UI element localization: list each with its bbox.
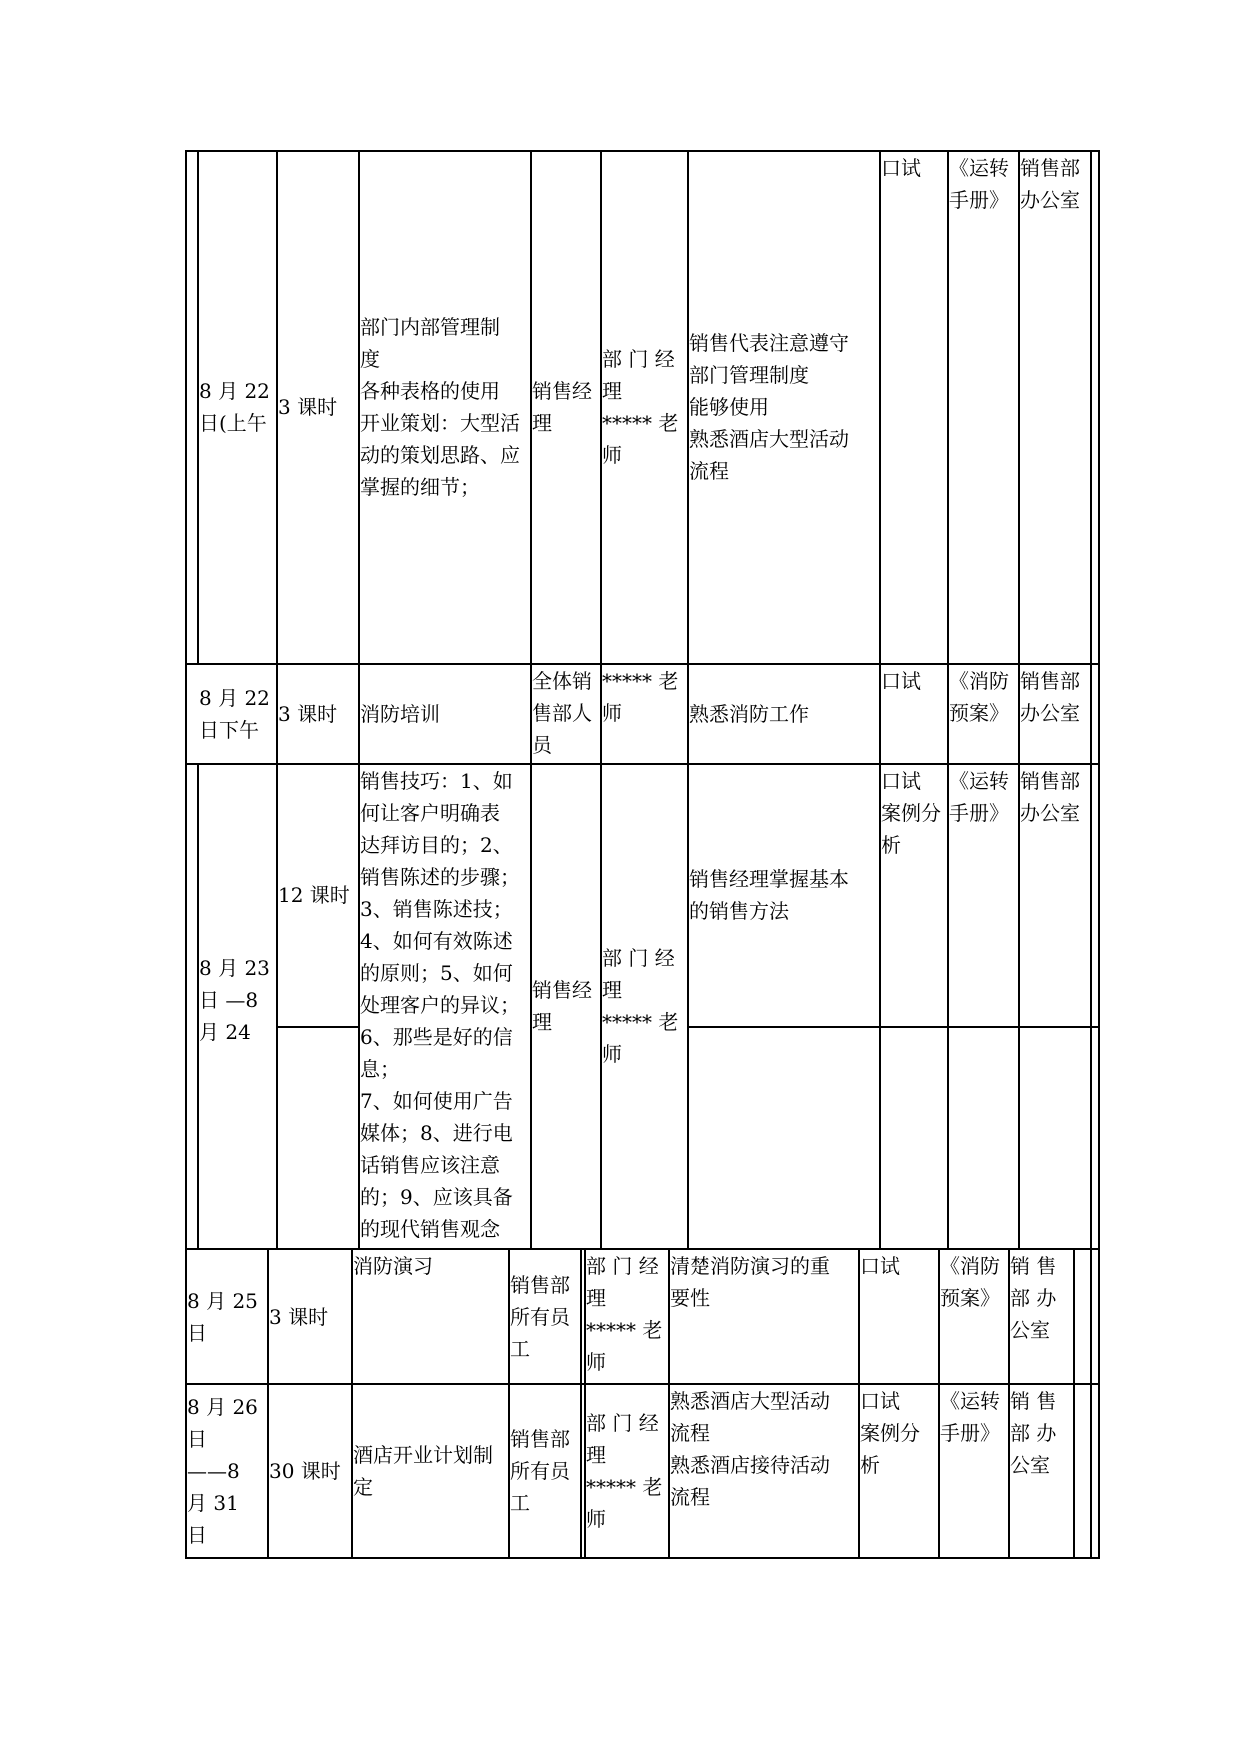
assessment-cell: 口试 案例分 析 xyxy=(860,1389,920,1477)
goal-cell: 销售代表注意遵守 部门管理制度 能够使用 熟悉酒店大型活动 流程 xyxy=(689,331,849,483)
content-cell: 销售技巧：1、如 何让客户明确表 达拜访目的；2、 销售陈述的步骤； 3、销售陈述技； 4、如何有效陈述 的原则；5、如何 处理客户的异议； 6、那些是好的信 息； 7、如何使用广告 媒体；8、进行电 话销售应该注意 的；9、应该具备 的现代销售观念 xyxy=(360,769,520,1241)
trainees-cell: 销售经 理 xyxy=(532,379,592,435)
column-divider xyxy=(1090,1248,1092,1558)
goal-cell-wrap xyxy=(687,764,879,1026)
table-row xyxy=(185,1385,267,1557)
location-cell: 销售部 办公室 xyxy=(1020,769,1080,825)
assessment-cell: 口试 xyxy=(860,1254,900,1278)
material-cell: 《运转 手册》 xyxy=(949,769,1009,825)
trainer-cell-wrap xyxy=(600,764,687,1248)
table-border-bottom xyxy=(185,1557,1100,1559)
trainer-cell: 部 门 经 理 ***** 老 师 xyxy=(586,1254,663,1374)
date-cell: 8 月 23 日 —8 月 24 xyxy=(199,956,270,1044)
content-cell-wrap xyxy=(358,151,530,663)
material-cell: 《运转 手册》 xyxy=(940,1389,1000,1445)
trainees-cell: 销售部 所有员 工 xyxy=(510,1427,570,1515)
hours-cell-wrap xyxy=(276,764,358,1026)
hours-cell: 3 课时 xyxy=(278,701,338,726)
hours-cell-wrap xyxy=(267,1250,351,1383)
table-border-right xyxy=(1098,1248,1100,1558)
trainees-cell: 销售经 理 xyxy=(532,978,592,1034)
assessment-cell: 口试 xyxy=(881,156,921,180)
goal-cell: 熟悉消防工作 xyxy=(689,701,809,726)
material-cell: 《消防 预案》 xyxy=(940,1254,1000,1310)
location-cell: 销 售 部 办 公室 xyxy=(1010,1254,1057,1342)
goal-cell-wrap xyxy=(687,664,879,763)
trainees-cell: 全体销 售部人 员 xyxy=(532,669,592,757)
table-row xyxy=(197,151,276,663)
hours-cell: 12 课时 xyxy=(278,883,350,907)
table-border-right xyxy=(1098,150,1100,1248)
hours-cell: 30 课时 xyxy=(269,1459,341,1483)
trainer-cell: 部 门 经 理 ***** 老 师 xyxy=(602,946,679,1066)
date-cell: 8 月 22 日下午 xyxy=(199,685,270,742)
row-divider xyxy=(687,1026,1100,1028)
trainer-cell-wrap xyxy=(584,1385,668,1557)
goal-cell: 销售经理掌握基本 的销售方法 xyxy=(689,867,849,923)
assessment-cell: 口试 案例分 析 xyxy=(881,769,941,857)
trainer-cell: 部 门 经 理 ***** 老 师 xyxy=(602,347,679,467)
table-row xyxy=(185,1250,267,1383)
date-cell: 8 月 22 日(上午 xyxy=(199,379,270,435)
date-cell: 8 月 26 日 ——8 月 31 日 xyxy=(187,1395,258,1547)
hours-cell-wrap xyxy=(276,151,358,663)
goal-cell: 清楚消防演习的重 要性 xyxy=(670,1254,830,1310)
goal-cell: 熟悉酒店大型活动 流程 熟悉酒店接待活动 流程 xyxy=(670,1389,830,1509)
trainees-cell-wrap xyxy=(508,1250,580,1383)
location-cell: 销 售 部 办 公室 xyxy=(1010,1389,1057,1477)
goal-cell-wrap xyxy=(687,151,879,663)
column-divider xyxy=(580,1248,582,1558)
hours-cell: 3 课时 xyxy=(278,395,338,419)
trainees-cell: 销售部 所有员 工 xyxy=(510,1272,570,1361)
table-row xyxy=(197,664,276,763)
table-border-left xyxy=(185,150,187,1248)
date-cell: 8 月 25 日 xyxy=(187,1288,258,1345)
trainees-cell-wrap xyxy=(530,764,600,1248)
content-cell: 消防培训 xyxy=(360,701,440,726)
location-cell: 销售部 办公室 xyxy=(1020,669,1080,725)
material-cell: 《消防 预案》 xyxy=(949,669,1009,725)
location-cell: 销售部 办公室 xyxy=(1020,156,1080,212)
content-cell: 酒店开业计划制 定 xyxy=(353,1443,493,1499)
content-cell: 消防演习 xyxy=(353,1254,433,1278)
content-cell: 部门内部管理制 度 各种表格的使用 开业策划：大型活 动的策划思路、应 掌握的细节； xyxy=(360,315,520,499)
hours-cell-wrap xyxy=(267,1385,351,1557)
trainer-cell: 部 门 经 理 ***** 老 师 xyxy=(586,1411,663,1531)
trainees-cell-wrap xyxy=(508,1385,580,1557)
hours-cell: 3 课时 xyxy=(269,1304,329,1329)
trainer-cell-wrap xyxy=(600,151,687,663)
trainees-cell-wrap xyxy=(530,151,600,663)
row-divider xyxy=(276,1026,358,1028)
assessment-cell: 口试 xyxy=(881,669,921,693)
hours-cell-wrap xyxy=(276,664,358,763)
material-cell: 《运转 手册》 xyxy=(949,156,1009,212)
trainer-cell: ***** 老 师 xyxy=(602,669,679,725)
column-divider xyxy=(1090,150,1092,1248)
content-cell-wrap xyxy=(358,664,530,763)
content-cell-wrap xyxy=(351,1385,508,1557)
column-divider xyxy=(1073,1248,1075,1558)
